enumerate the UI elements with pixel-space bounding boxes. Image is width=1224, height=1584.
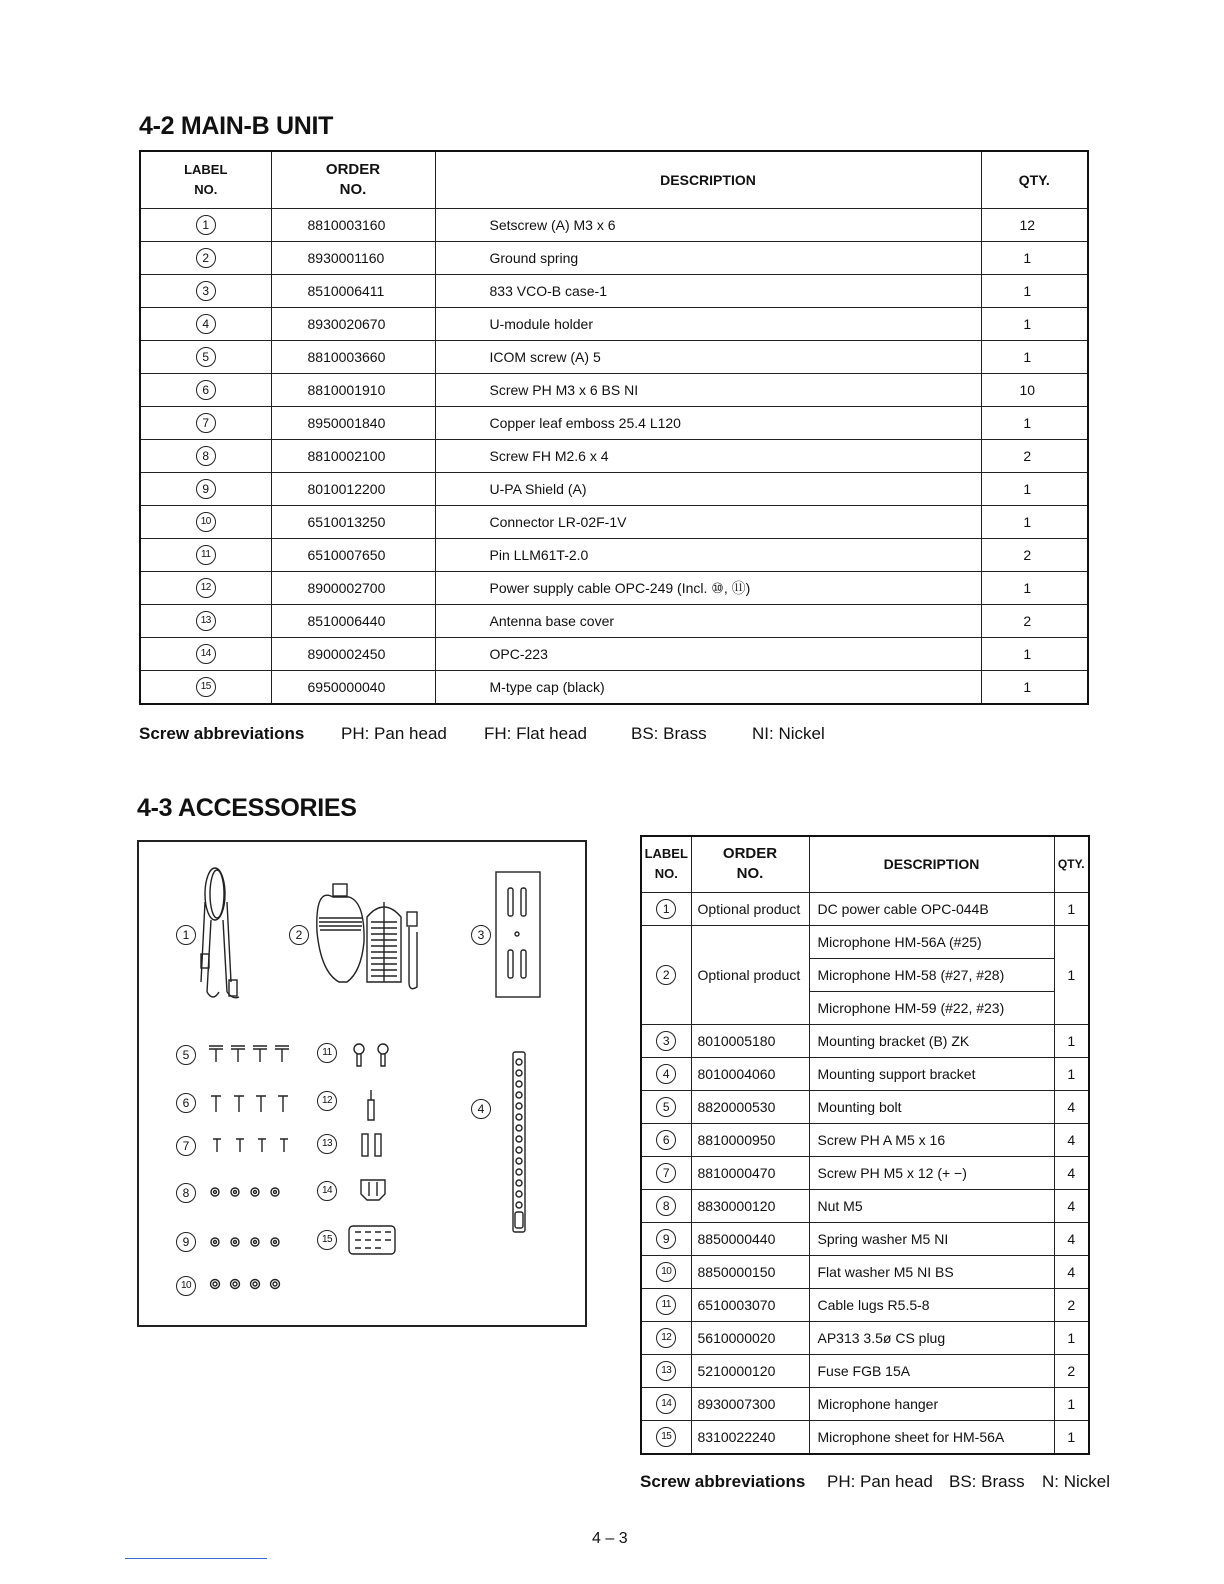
order-no: Optional product <box>691 892 809 925</box>
label-circle: 7 <box>656 1163 676 1183</box>
screw-ph-drawing <box>213 1139 288 1152</box>
microphone-hanger-drawing <box>361 1180 385 1200</box>
description: Spring washer M5 NI <box>809 1222 1054 1255</box>
qty: 1 <box>981 637 1088 670</box>
description: Screw PH M3 x 6 BS NI <box>435 373 981 406</box>
order-no: 8830000120 <box>691 1189 809 1222</box>
description: AP313 3.5ø CS plug <box>809 1321 1054 1354</box>
order-no: 8850000150 <box>691 1255 809 1288</box>
description: U-module holder <box>435 307 981 340</box>
acc-abbr-n: N: Nickel <box>1042 1472 1111 1491</box>
label-circle: 14 <box>196 644 216 664</box>
description: Copper leaf emboss 25.4 L120 <box>435 406 981 439</box>
qty: 1 <box>981 340 1088 373</box>
order-no: 8310022240 <box>691 1420 809 1454</box>
order-no: 8900002700 <box>271 571 435 604</box>
abbr-ni: NI: Nickel <box>752 724 825 743</box>
description: Screw PH A M5 x 16 <box>809 1123 1054 1156</box>
table-row <box>641 1321 1089 1354</box>
mounting-bolt-drawing <box>209 1046 289 1062</box>
description: 833 VCO-B case-1 <box>435 274 981 307</box>
qty: 4 <box>1054 1255 1089 1288</box>
order-no: 8010005180 <box>691 1024 809 1057</box>
header-qty: QTY. <box>981 151 1088 208</box>
description: Microphone sheet for HM-56A <box>809 1420 1054 1454</box>
table-row <box>641 1057 1089 1090</box>
description: Microphone hanger <box>809 1387 1054 1420</box>
illus-label-5: 5 <box>176 1045 196 1065</box>
label-circle: 7 <box>196 413 216 433</box>
qty: 10 <box>981 373 1088 406</box>
label-no <box>641 1057 691 1090</box>
header-description: DESCRIPTION <box>435 151 981 208</box>
acc-header-label-no: LABEL NO. <box>641 836 691 892</box>
label-no <box>641 1354 691 1387</box>
dc-power-cable-drawing <box>201 868 239 998</box>
abbr-ph: PH: Pan head <box>341 724 447 743</box>
table-row <box>641 1354 1089 1387</box>
table-row <box>641 1123 1089 1156</box>
page-number: 4 – 3 <box>592 1530 628 1547</box>
illus-label-9: 9 <box>176 1232 196 1252</box>
spring-washer-drawing <box>211 1238 279 1246</box>
order-no: 8510006440 <box>271 604 435 637</box>
label-no <box>140 538 271 571</box>
illus-label-13: 13 <box>317 1133 337 1154</box>
label-circle: 3 <box>656 1031 676 1051</box>
order-no: 8930001160 <box>271 241 435 274</box>
qty: 1 <box>981 472 1088 505</box>
table-row <box>140 373 1088 406</box>
illus-label-6: 6 <box>176 1093 196 1113</box>
label-circle: 13 <box>656 1361 676 1381</box>
label-no <box>140 571 271 604</box>
description: M-type cap (black) <box>435 670 981 704</box>
header-order-no: ORDER NO. <box>271 151 435 208</box>
label-circle: 13 <box>196 611 216 631</box>
table-row <box>140 208 1088 241</box>
header-label-no: LABEL NO. <box>140 151 271 208</box>
acc-header-order-no: ORDER NO. <box>691 836 809 892</box>
order-no: 8930007300 <box>691 1387 809 1420</box>
table-row <box>140 472 1088 505</box>
order-no: 6510003070 <box>691 1288 809 1321</box>
label-circle: 8 <box>196 446 216 466</box>
label-circle: 10 <box>196 512 216 532</box>
illus-label-12: 12 <box>317 1090 337 1111</box>
table-row <box>641 1255 1089 1288</box>
label-circle: 2 <box>656 965 676 985</box>
order-no: 6510007650 <box>271 538 435 571</box>
order-no: 8950001840 <box>271 406 435 439</box>
label-no <box>641 1420 691 1454</box>
table-row <box>140 406 1088 439</box>
main-b-parts-table <box>139 150 1089 705</box>
label-no <box>140 637 271 670</box>
label-no <box>641 1288 691 1321</box>
table-row <box>641 1090 1089 1123</box>
accessories-parts-table <box>640 835 1090 1455</box>
label-circle: 5 <box>196 347 216 367</box>
description: Fuse FGB 15A <box>809 1354 1054 1387</box>
label-no <box>140 208 271 241</box>
abbr-bs: BS: Brass <box>631 724 707 743</box>
order-no: 8810002100 <box>271 439 435 472</box>
order-no: 8010012200 <box>271 472 435 505</box>
table-row <box>140 241 1088 274</box>
order-no: 5610000020 <box>691 1321 809 1354</box>
abbr-fh: FH: Flat head <box>484 724 587 743</box>
table-row <box>140 307 1088 340</box>
main-b-title: 4-2 MAIN-B UNIT <box>139 112 334 140</box>
label-no <box>140 505 271 538</box>
table-row <box>641 1420 1089 1454</box>
illus-label-14: 14 <box>317 1180 337 1201</box>
order-no: 8810003160 <box>271 208 435 241</box>
qty: 1 <box>981 274 1088 307</box>
order-no: 8010004060 <box>691 1057 809 1090</box>
illus-label-15: 15 <box>317 1229 337 1250</box>
table-row <box>140 340 1088 373</box>
table-row <box>641 1387 1089 1420</box>
label-no <box>641 1156 691 1189</box>
acc-abbr-ph: PH: Pan head <box>827 1472 933 1491</box>
accessories-title: 4-3 ACCESSORIES <box>137 794 357 822</box>
accessories-screw-abbreviations <box>640 1472 1120 1494</box>
label-circle: 9 <box>656 1229 676 1249</box>
label-no <box>140 307 271 340</box>
microphone-drawing <box>317 884 417 989</box>
description: Ground spring <box>435 241 981 274</box>
fuse-drawing <box>362 1134 381 1156</box>
mounting-bracket-drawing <box>496 872 540 997</box>
label-no <box>140 670 271 704</box>
qty: 1 <box>981 307 1088 340</box>
table-row <box>140 637 1088 670</box>
label-circle: 11 <box>196 545 216 565</box>
table-row <box>641 925 1089 958</box>
description: U-PA Shield (A) <box>435 472 981 505</box>
illus-label-10: 10 <box>176 1275 196 1296</box>
label-no <box>641 1189 691 1222</box>
label-circle: 2 <box>196 248 216 268</box>
description: Flat washer M5 NI BS <box>809 1255 1054 1288</box>
table-row <box>641 892 1089 925</box>
label-no <box>140 439 271 472</box>
flat-washer-drawing <box>211 1280 280 1289</box>
label-circle: 4 <box>656 1064 676 1084</box>
label-circle: 9 <box>196 479 216 499</box>
description: Pin LLM61T-2.0 <box>435 538 981 571</box>
label-circle: 10 <box>656 1262 676 1282</box>
accessories-illustration <box>137 840 587 1327</box>
description: Power supply cable OPC-249 (Incl. ⑩, ⑪) <box>435 571 981 604</box>
illus-label-4: 4 <box>471 1099 491 1119</box>
description: DC power cable OPC-044B <box>809 892 1054 925</box>
cable-lugs-drawing <box>354 1044 388 1066</box>
order-no: 8900002450 <box>271 637 435 670</box>
label-no <box>140 406 271 439</box>
table-row <box>140 670 1088 704</box>
label-no <box>140 472 271 505</box>
description: OPC-223 <box>435 637 981 670</box>
qty: 12 <box>981 208 1088 241</box>
label-circle: 12 <box>656 1328 676 1348</box>
qty: 1 <box>981 505 1088 538</box>
order-no: 6510013250 <box>271 505 435 538</box>
table-row <box>140 604 1088 637</box>
qty: 2 <box>981 538 1088 571</box>
label-no <box>641 925 691 1024</box>
order-no: Optional product <box>691 925 809 1024</box>
qty: 2 <box>981 604 1088 637</box>
description: Mounting bracket (B) ZK <box>809 1024 1054 1057</box>
accessories-drawing <box>139 842 585 1325</box>
qty: 1 <box>1054 892 1089 925</box>
label-no <box>641 1387 691 1420</box>
description: Cable lugs R5.5-8 <box>809 1288 1054 1321</box>
table-row <box>641 1222 1089 1255</box>
qty: 2 <box>981 439 1088 472</box>
qty: 1 <box>981 406 1088 439</box>
label-circle: 3 <box>196 281 216 301</box>
acc-header-description: DESCRIPTION <box>809 836 1054 892</box>
order-no: 8930020670 <box>271 307 435 340</box>
table-row <box>641 1024 1089 1057</box>
order-no: 5210000120 <box>691 1354 809 1387</box>
description: Antenna base cover <box>435 604 981 637</box>
label-no <box>641 1024 691 1057</box>
qty: 1 <box>1054 1057 1089 1090</box>
label-circle: 4 <box>196 314 216 334</box>
label-circle: 5 <box>656 1097 676 1117</box>
table-row <box>641 1189 1089 1222</box>
table-row <box>140 538 1088 571</box>
label-circle: 1 <box>656 899 676 919</box>
label-circle: 12 <box>196 578 216 598</box>
label-circle: 6 <box>196 380 216 400</box>
label-no <box>641 1090 691 1123</box>
order-no: 8810000950 <box>691 1123 809 1156</box>
qty: 1 <box>981 571 1088 604</box>
label-no <box>641 1255 691 1288</box>
qty: 4 <box>1054 1156 1089 1189</box>
label-no <box>641 1222 691 1255</box>
acc-abbr-bs: BS: Brass <box>949 1472 1025 1491</box>
description: Nut M5 <box>809 1189 1054 1222</box>
order-no: 8850000440 <box>691 1222 809 1255</box>
acc-header-qty: QTY. <box>1054 836 1089 892</box>
order-no: 8810001910 <box>271 373 435 406</box>
qty: 4 <box>1054 1123 1089 1156</box>
illus-label-8: 8 <box>176 1183 196 1203</box>
description: Setscrew (A) M3 x 6 <box>435 208 981 241</box>
description: Mounting support bracket <box>809 1057 1054 1090</box>
abbr-title: Screw abbreviations <box>139 724 305 743</box>
illus-label-3: 3 <box>471 925 491 945</box>
description: Microphone HM-56A (#25) <box>809 925 1054 958</box>
qty: 1 <box>1054 1387 1089 1420</box>
qty: 4 <box>1054 1090 1089 1123</box>
label-circle: 1 <box>196 215 216 235</box>
description: ICOM screw (A) 5 <box>435 340 981 373</box>
qty: 4 <box>1054 1222 1089 1255</box>
label-no <box>140 241 271 274</box>
description: Connector LR-02F-1V <box>435 505 981 538</box>
mounting-support-bracket-drawing <box>513 1052 525 1232</box>
label-circle: 6 <box>656 1130 676 1150</box>
table-row <box>140 439 1088 472</box>
qty: 1 <box>1054 925 1089 1024</box>
label-no <box>140 274 271 307</box>
label-circle: 15 <box>656 1427 676 1447</box>
qty: 2 <box>1054 1354 1089 1387</box>
acc-abbr-title: Screw abbreviations <box>640 1472 806 1491</box>
qty: 2 <box>1054 1288 1089 1321</box>
order-no: 8810003660 <box>271 340 435 373</box>
table-row <box>641 1156 1089 1189</box>
order-no: 8510006411 <box>271 274 435 307</box>
table-row <box>641 1288 1089 1321</box>
label-no <box>641 892 691 925</box>
footer-rule <box>125 1558 267 1559</box>
qty: 1 <box>981 670 1088 704</box>
main-b-screw-abbreviations <box>139 724 899 746</box>
qty: 1 <box>1054 1321 1089 1354</box>
description: Mounting bolt <box>809 1090 1054 1123</box>
illus-label-2: 2 <box>289 925 309 945</box>
cs-plug-drawing <box>368 1090 374 1120</box>
label-no <box>140 604 271 637</box>
description: Screw PH M5 x 12 (+ −) <box>809 1156 1054 1189</box>
label-no <box>140 373 271 406</box>
illus-label-1: 1 <box>176 925 196 945</box>
qty: 1 <box>1054 1024 1089 1057</box>
table-row <box>140 274 1088 307</box>
description: Microphone HM-59 (#22, #23) <box>809 991 1054 1024</box>
label-circle: 11 <box>656 1295 676 1315</box>
table-row <box>140 571 1088 604</box>
qty: 1 <box>981 241 1088 274</box>
order-no: 8810000470 <box>691 1156 809 1189</box>
qty: 4 <box>1054 1189 1089 1222</box>
nut-drawing <box>211 1188 279 1196</box>
table-row <box>140 505 1088 538</box>
qty: 1 <box>1054 1420 1089 1454</box>
illus-label-7: 7 <box>176 1136 196 1156</box>
screw-ph-a-drawing <box>211 1096 288 1112</box>
microphone-sheet-drawing <box>349 1226 395 1254</box>
illus-label-11: 11 <box>317 1042 337 1063</box>
label-circle: 8 <box>656 1196 676 1216</box>
order-no: 8820000530 <box>691 1090 809 1123</box>
label-no <box>140 340 271 373</box>
order-no: 6950000040 <box>271 670 435 704</box>
label-circle: 14 <box>656 1394 676 1414</box>
label-no <box>641 1123 691 1156</box>
label-circle: 15 <box>196 677 216 697</box>
description: Microphone HM-58 (#27, #28) <box>809 958 1054 991</box>
description: Screw FH M2.6 x 4 <box>435 439 981 472</box>
label-no <box>641 1321 691 1354</box>
